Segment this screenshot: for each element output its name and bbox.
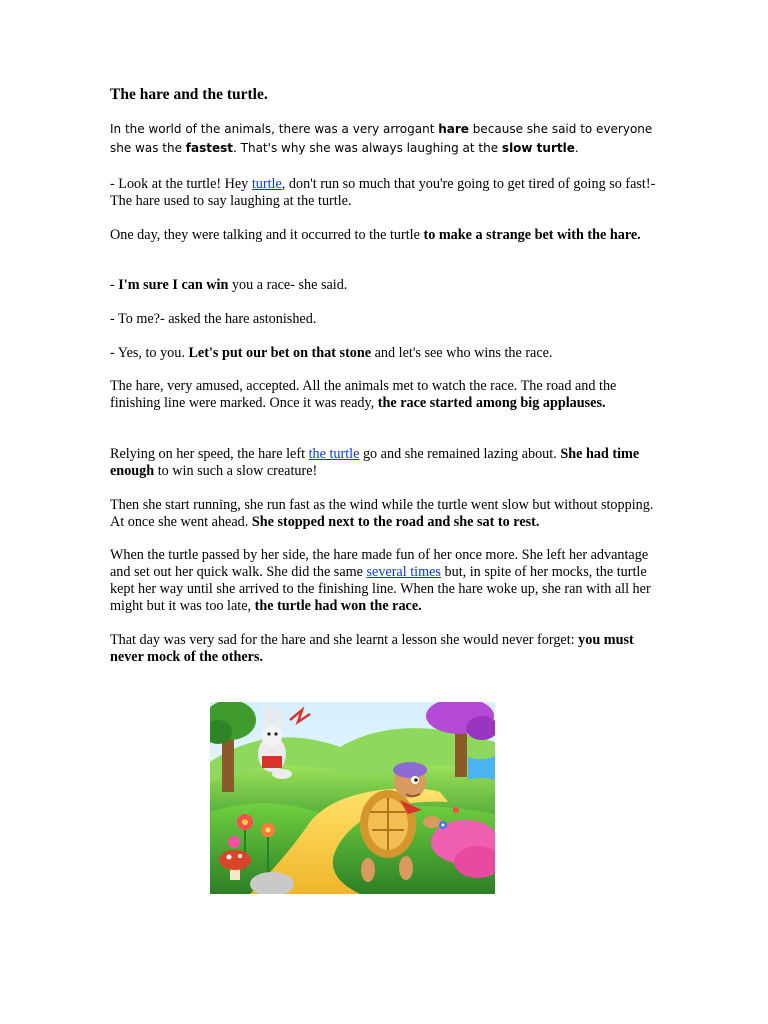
paragraph-4 (110, 311, 658, 328)
paragraph-8 (110, 497, 658, 531)
p5-text-1: - Yes, to you. (110, 345, 189, 361)
p3-text-2: you a race- she said. (228, 277, 348, 293)
intro-text-3: . That's why she was always laughing at the (233, 141, 502, 155)
p10-text-1: That day was very sad for the hare and she learnt a lesson she would never forget: (110, 632, 579, 648)
paragraph-7 (110, 446, 658, 480)
intro-text-4: . (574, 141, 579, 155)
the-turtle-link[interactable]: the turtle (308, 446, 360, 462)
p7-text-1: Relying on her speed, the hare left (110, 446, 309, 462)
intro-bold-slow-turtle: slow turtle (501, 141, 575, 155)
p7-text-2: go and she remained lazing about. (359, 446, 561, 462)
p8-bold: She stopped next to the road and she sat to rest. (251, 514, 540, 530)
intro-text-1: In the world of the animals, there was a very arrogant (110, 122, 439, 136)
paragraph-10 (110, 632, 658, 666)
p3-text-1: - (110, 277, 119, 293)
p9-text-1: When the turtle passed by her side, the hare made fun of her once more. She left her advantage and set out her quick walk. She did the same (110, 547, 649, 580)
story-title: The hare and the turtle. (110, 86, 268, 103)
paragraph-3 (110, 277, 658, 294)
intro-paragraph (110, 120, 658, 158)
p6-text-1: The hare, very amused, accepted. All the animals met to watch the race. The road and the finishing line were marked. Once it was ready, (110, 378, 617, 411)
hare-and-turtle-illustration (210, 702, 495, 894)
p2-bold: to make a strange bet with the hare. (423, 227, 641, 243)
intro-bold-hare: hare (438, 122, 469, 136)
p10-bold: you must never mock of the others. (110, 632, 634, 665)
p5-bold: Let's put our bet on that stone (188, 345, 372, 361)
paragraph-6 (110, 378, 658, 412)
p2-text-1: One day, they were talking and it occurred to the turtle (110, 227, 424, 243)
p4-text-1: - To me?- asked the hare astonished. (110, 311, 317, 327)
p7-bold: She had time enough (110, 446, 640, 479)
turtle-link[interactable]: turtle (251, 176, 282, 192)
paragraph-5 (110, 345, 658, 362)
several-times-link[interactable]: several times (366, 564, 441, 580)
paragraph-2 (110, 227, 658, 244)
p5-text-2: and let's see who wins the race. (371, 345, 553, 361)
p6-bold: the race started among big applauses. (377, 395, 606, 411)
p3-bold: I'm sure I can win (118, 277, 229, 293)
paragraph-9 (110, 547, 658, 615)
paragraph-1 (110, 176, 658, 210)
intro-text-2: because she said to everyone she was the (110, 122, 653, 155)
p1-text-2: , don't run so much that you're going to get tired of going so fast!- The hare used to say laughing at the turtle. (110, 176, 656, 209)
intro-bold-fastest: fastest (185, 141, 234, 155)
p9-text-2: but, in spite of her mocks, the turtle kept her way until she arrived to the finishing line. When the hare woke up, she ran with all her might but it was too late, (110, 564, 651, 614)
p7-text-3: to win such a slow creature! (154, 463, 318, 479)
p9-bold: the turtle had won the race. (254, 598, 422, 614)
p8-text-1: Then she start running, she run fast as the wind while the turtle went slow but without stopping. At once she went ahead. (110, 497, 654, 530)
p1-text-1: - Look at the turtle! Hey (110, 176, 252, 192)
